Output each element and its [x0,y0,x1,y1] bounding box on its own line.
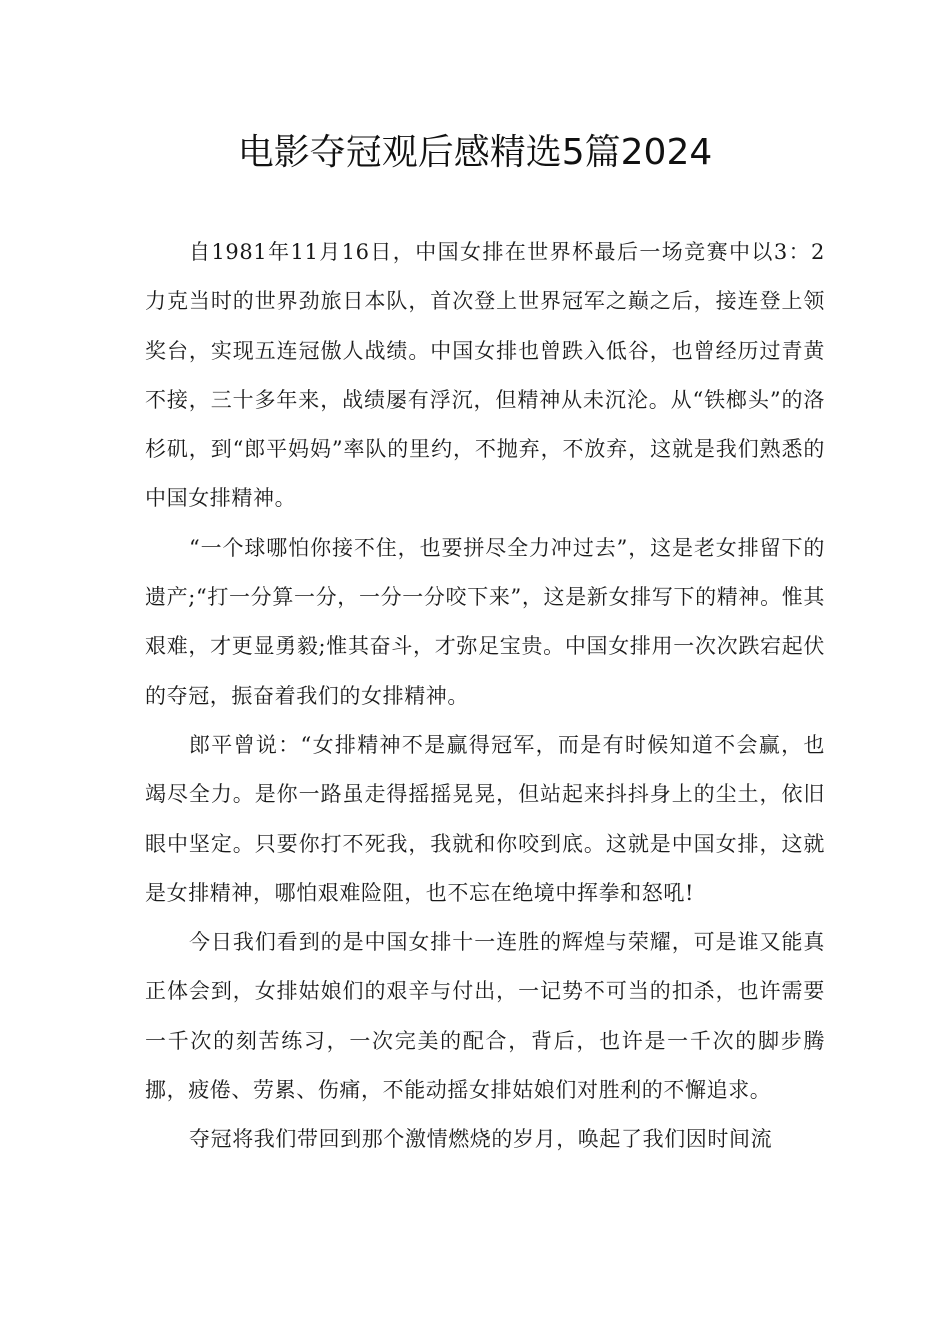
paragraph-2: “一个球哪怕你接不住，也要拼尽全力冲过去”，这是老女排留下的遗产;“打一分算一分，一分一分咬下来”，这是新女排写下的精神。惟其艰难，才更显勇毅;惟其奋斗，才弥足宝贵。中国女排用一次次跌宕起伏的夺冠，振奋着我们的女排精神。 [145,535,825,708]
paragraph-5: 夺冠将我们带回到那个激情燃烧的岁月，唤起了我们因时间流 [189,1127,773,1152]
document-title: 电影夺冠观后感精选5篇2024 [237,132,713,173]
paragraph-3: 郎平曾说：“女排精神不是赢得冠军，而是有时候知道不会赢，也竭尽全力。是你一路虽走得摇摇晃晃，但站起来抖抖身上的尘土，依旧眼中坚定。只要你打不死我，我就和你咬到底。这就是中国女排，这就是女排精神，哪怕艰难险阻，也不忘在绝境中挥拳和怒吼! [145,732,825,905]
paragraph-4: 今日我们看到的是中国女排十一连胜的辉煌与荣耀，可是谁又能真正体会到，女排姑娘们的艰辛与付出，一记势不可当的扣杀，也许需要一千次的刻苦练习，一次完美的配合，背后，也许是一千次的脚步腾挪，疲倦、劳累、伤痛，不能动摇女排姑娘们对胜利的不懈追求。 [145,930,825,1103]
paragraph-1: 自1981年11月16日，中国女排在世界杯最后一场竞赛中以3：2力克当时的世界劲旅日本队，首次登上世界冠军之巅之后，接连登上领奖台，实现五连冠傲人战绩。中国女排也曾跌入低谷，也曾经历过青黄不接，三十多年来，战绩屡有浮沉，但精神从未沉沦。从“铁榔头”的洛杉矶，到“郎平妈妈”率队的里约，不抛弃，不放弃，这就是我们熟悉的中国女排精神。 [145,240,825,511]
document-body [145,228,825,1165]
